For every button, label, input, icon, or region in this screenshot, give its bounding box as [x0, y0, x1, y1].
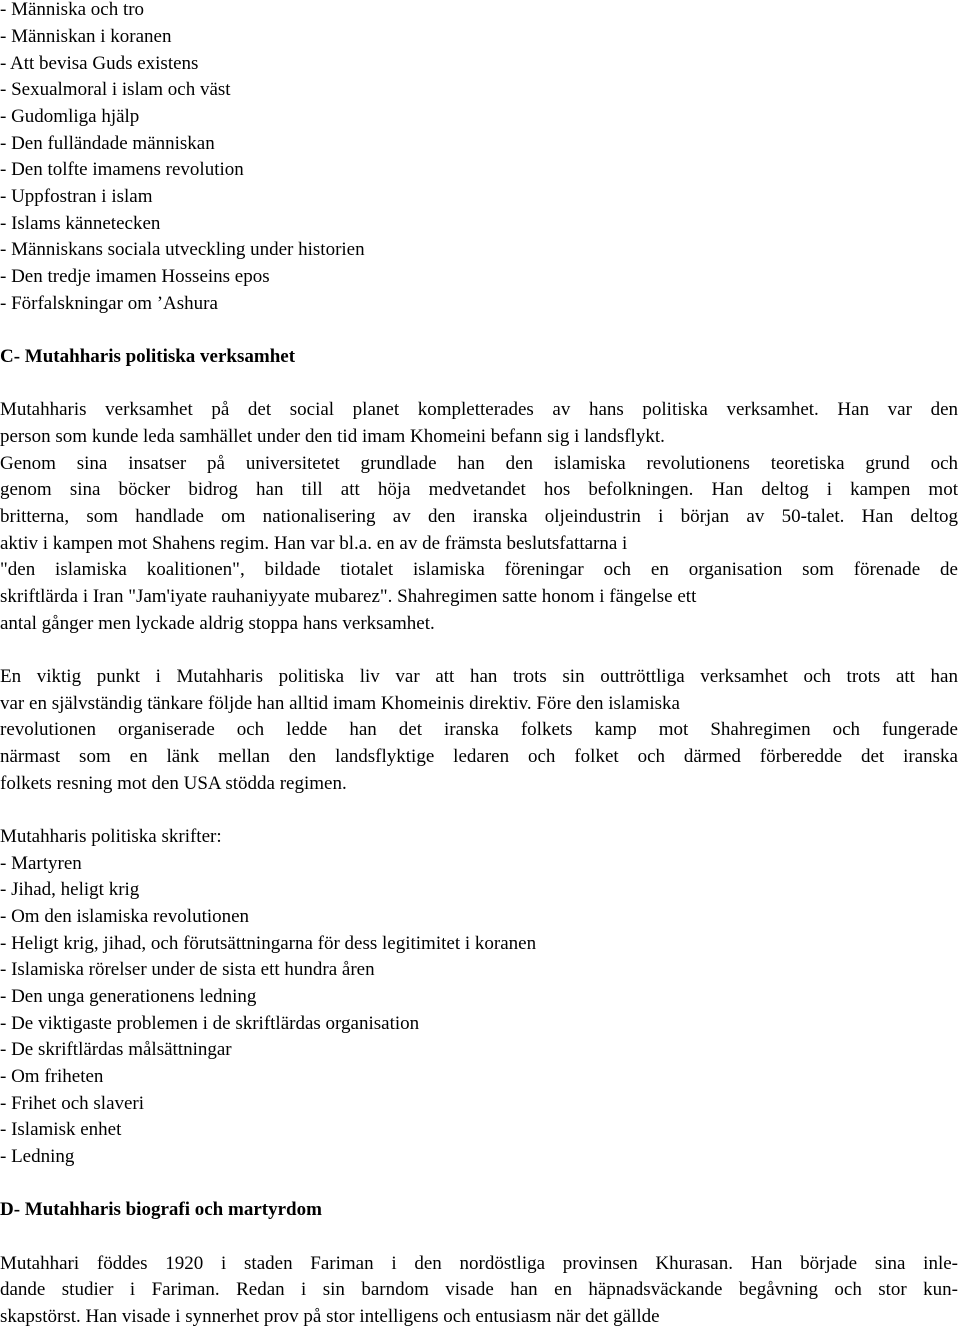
list-item: - Den fulländade människan: [0, 133, 215, 154]
paragraph-line: skapstörst. Han visade i synnerhet prov på stor intelligens och entusiasm när det gällde: [0, 1306, 660, 1327]
paragraph-line: Genom sina insatser på universitetet grundlade han den islamiska revolutionens teoretiska grund och: [0, 453, 958, 474]
paragraph-line: var en självständig tänkare följde han alltid imam Khomeinis direktiv. Före den islamiska: [0, 693, 680, 714]
paragraph-line: En viktig punkt i Mutahharis politiska liv var att han trots sin outtröttliga verksamhet och trots att han: [0, 666, 958, 687]
list-item: - Den tredje imamen Hosseins epos: [0, 266, 270, 287]
list-item: - Människa och tro: [0, 0, 145, 20]
list-item: - Frihet och slaveri: [0, 1093, 145, 1114]
list-item: - Ledning: [0, 1146, 75, 1167]
paragraph-line: Mutahharis verksamhet på det social planet kompletterades av hans politiska verksamhet. Han var den: [0, 399, 958, 420]
list-item: - Gudomliga hjälp: [0, 106, 140, 127]
list-item: - Islamisk enhet: [0, 1119, 122, 1140]
list-item: - Människans sociala utveckling under historien: [0, 239, 365, 260]
paragraph-line: britterna, som handlade om nationalisering av den iranska oljeindustrin i början av 50-talet. Han deltog: [0, 506, 958, 527]
list-item: - Uppfostran i islam: [0, 186, 153, 207]
paragraph-line: närmast som en länk mellan den landsflyktige ledaren och folket och därmed förberedde det iranska: [0, 746, 958, 767]
paragraph-line: folkets resning mot den USA stödda regimen.: [0, 773, 347, 794]
paragraph-line: person som kunde leda samhället under den tid imam Khomeini befann sig i landsflykt.: [0, 426, 665, 447]
list-item: - Sexualmoral i islam och väst: [0, 79, 231, 100]
paragraph-line: dande studier i Fariman. Redan i sin barndom visade han en häpnadsväckande begåvning och stor kun-: [0, 1279, 958, 1300]
writings-title: Mutahharis politiska skrifter:: [0, 826, 222, 847]
list-item: - Att bevisa Guds existens: [0, 53, 199, 74]
list-item: - Den unga generationens ledning: [0, 986, 257, 1007]
list-item: - Människan i koranen: [0, 26, 172, 47]
list-item: - Islamiska rörelser under de sista ett hundra åren: [0, 959, 375, 980]
list-item: - Jihad, heligt krig: [0, 879, 140, 900]
paragraph-line: revolutionen organiserade och ledde han det iranska folkets kamp mot Shahregimen och fungerade: [0, 719, 958, 740]
list-item: - Om friheten: [0, 1066, 104, 1087]
list-item: - Den tolfte imamens revolution: [0, 159, 244, 180]
list-item: - De skriftlärdas målsättningar: [0, 1039, 232, 1060]
paragraph-line: aktiv i kampen mot Shahens regim. Han var bl.a. en av de främsta beslutsfattarna i: [0, 533, 628, 554]
paragraph-line: skriftlärda i Iran "Jam'iyate rauhaniyyate mubarez". Shahregimen satte honom i fängelse ett: [0, 586, 697, 607]
paragraph-line: "den islamiska koalitionen", bildade tiotalet islamiska föreningar och en organisation som förenade de: [0, 559, 958, 580]
paragraph-line: antal gånger men lyckade aldrig stoppa hans verksamhet.: [0, 613, 435, 634]
list-item: - De viktigaste problemen i de skriftlärdas organisation: [0, 1013, 420, 1034]
paragraph-line: genom sina böcker bidrog han till att höja medvetandet hos befolkningen. Han deltog i kampen mot: [0, 479, 958, 500]
list-item: - Om den islamiska revolutionen: [0, 906, 250, 927]
list-item: - Heligt krig, jihad, och förutsättningarna för dess legitimitet i koranen: [0, 933, 537, 954]
list-item: - Martyren: [0, 853, 82, 874]
list-item: - Förfalskningar om ’Ashura: [0, 293, 218, 314]
section-heading-c: C- Mutahharis politiska verksamhet: [0, 346, 296, 367]
paragraph-line: Mutahhari föddes 1920 i staden Fariman i den nordöstliga provinsen Khurasan. Han började sina inle-: [0, 1253, 958, 1274]
list-item: - Islams kännetecken: [0, 213, 161, 234]
section-heading-d: D- Mutahharis biografi och martyrdom: [0, 1199, 322, 1220]
